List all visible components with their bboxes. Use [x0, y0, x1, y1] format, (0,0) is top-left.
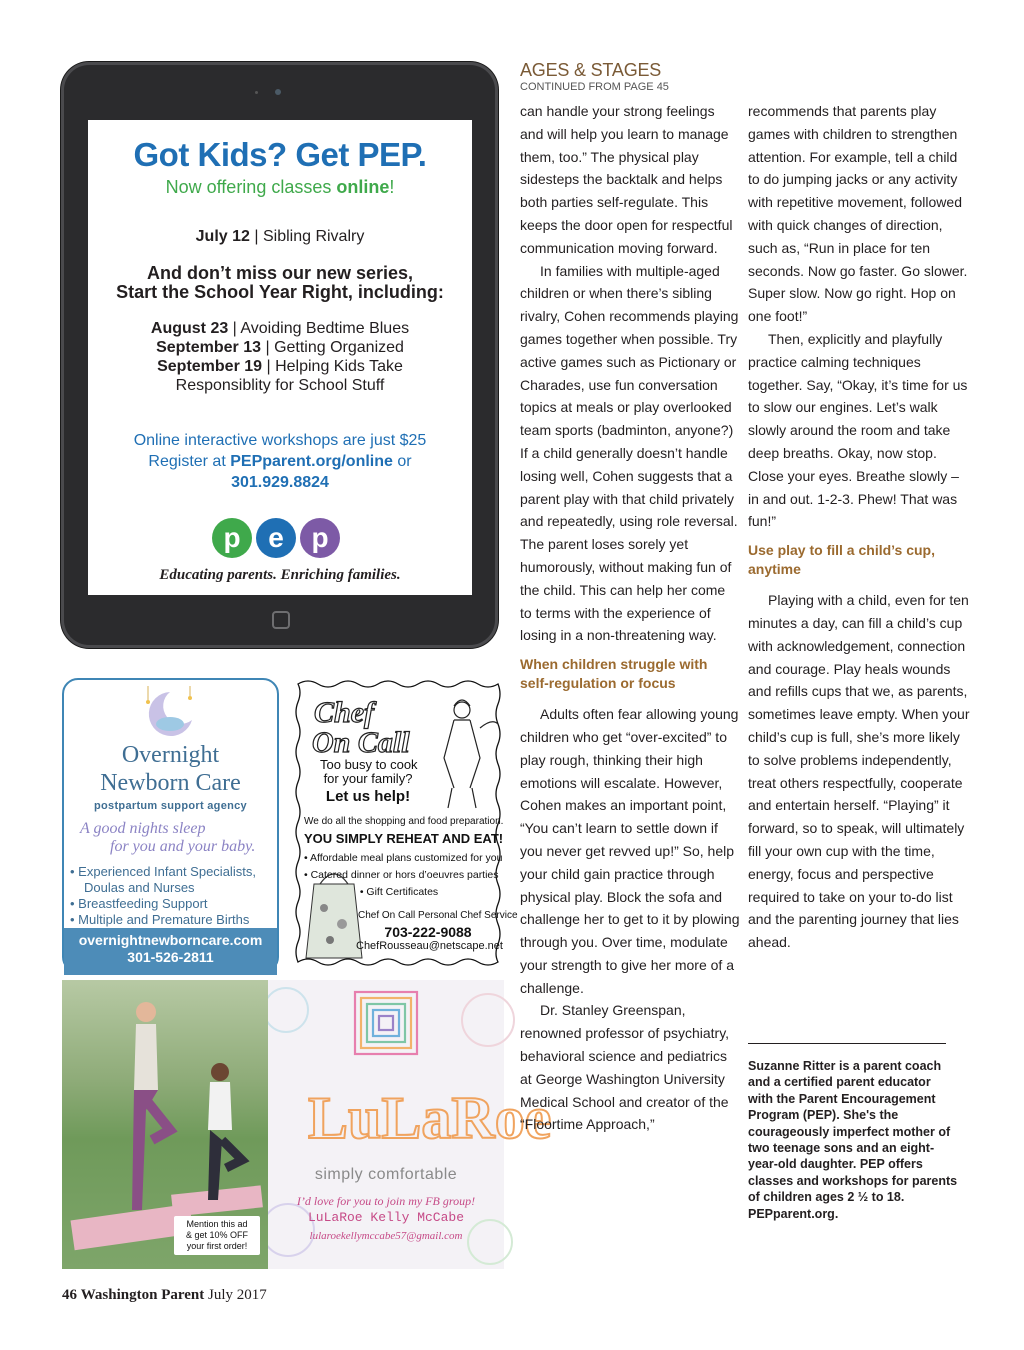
lularoe-tagline: simply comfortable [314, 1166, 458, 1183]
lularoe-ad [62, 980, 552, 1269]
chef-ad-reheat: YOU SIMPLY REHEAT AND EAT! [304, 831, 504, 846]
newborn-care-script-line1: A good nights sleep [80, 820, 206, 837]
pep-ad-event-3-line2: Responsiblity for School Stuff [175, 377, 385, 394]
yoga-figures-icon [102, 1000, 252, 1230]
paragraph: recommends that parents play games with children to strengthen attention. For example, tell a child to do jumping jacks or any activity with repetitive movement, followed with quick changes of direction, such as, “Run in place for ten seconds. Now go faster. Go slower. Super slow. Now go right. Hop on one foot!” [748, 103, 968, 325]
paragraph: Then, explicitly and playfully practice calming techniques together. Say, “Okay, it’s time for us to slow our engines. Let’s walk slowly around the room and take deep breaths. Okay, now stop. Close your eyes. Breathe slowly – in and out. 1-2-3. Phew! That was fun!” [748, 330, 968, 530]
list-item: • Multiple and Premature Births [70, 912, 250, 927]
pep-ad-event-3: September 19 | Helping Kids Take [157, 358, 403, 375]
lularoe-letter: LuLaRoe [308, 1085, 552, 1151]
article-column-1 [520, 100, 740, 1136]
newborn-care-services [64, 864, 277, 928]
tablet-camera-icon [275, 89, 281, 95]
newborn-care-website[interactable]: overnightnewborncare.com [78, 932, 263, 948]
chef-on-call-ad [294, 678, 518, 968]
svg-text:p: p [311, 522, 329, 553]
pep-ad-title: Got Kids? Get PEP. [133, 136, 427, 173]
newborn-care-title-line2: Newborn Care [100, 770, 241, 796]
list-item: Doulas and Nurses [84, 880, 195, 895]
chef-ad-shopping: We do all the shopping and food preparation. [304, 816, 504, 827]
pep-ad-event-1: August 23 | Avoiding Bedtime Blues [150, 320, 410, 337]
page-footer [62, 1287, 267, 1304]
chef-ad-phone: 703-222-9088 [384, 924, 472, 940]
pep-ad-series-line2: Start the School Year Right, including: [116, 282, 444, 302]
newborn-care-ad [62, 678, 279, 973]
chef-ad-service: Chef On Call Personal Chef Service [358, 910, 518, 921]
newborn-care-phone: 301-526-2811 [127, 949, 214, 965]
paragraph: can handle your strong feelings and will help you learn to manage them, too.” The physical play sidesteps the backtalk and helps both parties self-regulate. This keeps the door open for respectful communication moving forward. [520, 103, 733, 256]
tablet-sensor-icon [255, 91, 258, 94]
yoga-photo [62, 980, 268, 1269]
pep-ad-july-event: July 12 | Sibling Rivalry [195, 228, 365, 245]
bio-divider [748, 1043, 946, 1044]
paragraph: Playing with a child, even for ten minutes a day, can fill a child’s cup with acknowledgement, connection and courage. Play heals wounds and refills cups that we, as parents, sometimes leave empty. When your child’s cup is full, she’s more likely to solve problems independently, treat others respectfully, cooperate and entertain herself. “Playing” it forward, so to speak, will ultimately fill your own cup with the time, energy, focus and perspective required to take on your to-do list and the parenting journey that lies ahead. [748, 592, 970, 951]
lularoe-email[interactable]: lularoekellymccabe57@gmail.com [309, 1230, 463, 1242]
page-number: 46 [62, 1287, 77, 1303]
newborn-care-contact [64, 928, 277, 975]
lularoe-wordmark [308, 1080, 552, 1152]
chef-ad-help: Let us help! [325, 788, 411, 805]
pep-ad-screen [88, 120, 472, 595]
svg-text:p: p [223, 522, 241, 553]
chef-ad-title-line1: Chef [314, 696, 374, 729]
newborn-care-title-line1: Overnight [121, 742, 220, 768]
chef-ad-title-line2: On Call [312, 726, 410, 759]
lularoe-fb-invite: I’d love for you to join my FB group! [296, 1194, 476, 1208]
pep-logo-icon [212, 514, 342, 562]
newborn-care-script-line2: for you and your baby. [110, 838, 256, 855]
paragraph: Adults often fear allowing young children who get “over-excited” to play rough, thinking their high emotions will escalate. However, Cohen makes an important point, “You can’t learn to settle down if you never get revved up!” So, help your child gain practice through physical play. Block the sofa and challenge her to get to it by plowing through you. Over time, modulate your strength to give her more of a challenge. [520, 706, 740, 996]
pep-ad-event-2: September 13 | Getting Organized [156, 339, 404, 356]
chef-ad-bullet-3: • Gift Certificates [359, 886, 439, 898]
chef-ad-busy: Too busy to cook for your family? [320, 757, 418, 786]
section-title: AGES & STAGES [520, 60, 662, 80]
chef-ad-email[interactable]: ChefRousseau@netscape.net [356, 940, 503, 952]
chef-ad-bullet-1: • Affordable meal plans customized for you [304, 852, 503, 864]
list-item: • Experienced Infant Specialists, [70, 864, 256, 879]
paragraph: Dr. Stanley Greenspan, renowned professor of psychiatry, behavioral science and pediatrics at George Washington University Medical School and creator of the “Floortime Approach,” [520, 1002, 730, 1133]
continued-label: CONTINUED FROM PAGE 45 [520, 81, 669, 93]
author-bio: Suzanne Ritter is a parent coach and a certified parent educator with the Parent Encouragement Program (PEP). She's the courageously imperfect mother of two teenage sons and an eight-year-old daughter. PEP offers classes and workshops for parents of children ages 2 ½ to 18. PEPparent.org. [748, 1059, 958, 1221]
subheading: When children struggle with self-regulation or focus [520, 656, 708, 692]
svg-text:e: e [268, 522, 284, 553]
newborn-care-subtitle: postpartum support agency [94, 800, 247, 812]
tablet-home-button-icon [272, 611, 290, 629]
pep-ad-tagline: Educating parents. Enriching families. [159, 567, 401, 583]
pep-ad-series-line1: And don’t miss our new series, [146, 263, 414, 283]
publication-name: Washington Parent [80, 1287, 205, 1303]
list-item: • Breastfeeding Support [70, 896, 208, 911]
lularoe-seller-name: LuLaRoe Kelly McCabe [307, 1210, 465, 1225]
paragraph: In families with multiple-aged children or when there’s sibling rivalry, Cohen recommends playing games together when possible. Try active games such as Pictionary or Charades, use fun conversation topics at meals or play overlooked team sports (badminton, anyone?) If a child generally doesn’t handle losing well, Cohen suggests that a parent play with that child privately and repeatedly, using role reversal. The parent loses sorely yet humorously, without making fun of the child. This can help her come to terms with the experience of losing in a non-threatening way. [520, 262, 739, 644]
chef-ad-bullet-2: • Catered dinner or hors d’oeuvres parties [304, 869, 499, 881]
lularoe-discount-note: Mention this ad & get 10% OFF your first order! [174, 1216, 260, 1255]
pep-ad-subtitle: Now offering classes online! [165, 177, 395, 197]
pep-ad-online-price: Online interactive workshops are just $25 [133, 432, 427, 449]
issue-date: July 2017 [208, 1287, 267, 1303]
article-column-2 [748, 100, 970, 954]
pep-ad-phone: 301.929.8824 [231, 474, 329, 491]
pep-ad-register[interactable]: Register at PEPparent.org/online or [148, 453, 412, 470]
moon-baby-icon [140, 686, 200, 738]
subheading: Use play to fill a child’s cup, anytime [748, 542, 935, 578]
